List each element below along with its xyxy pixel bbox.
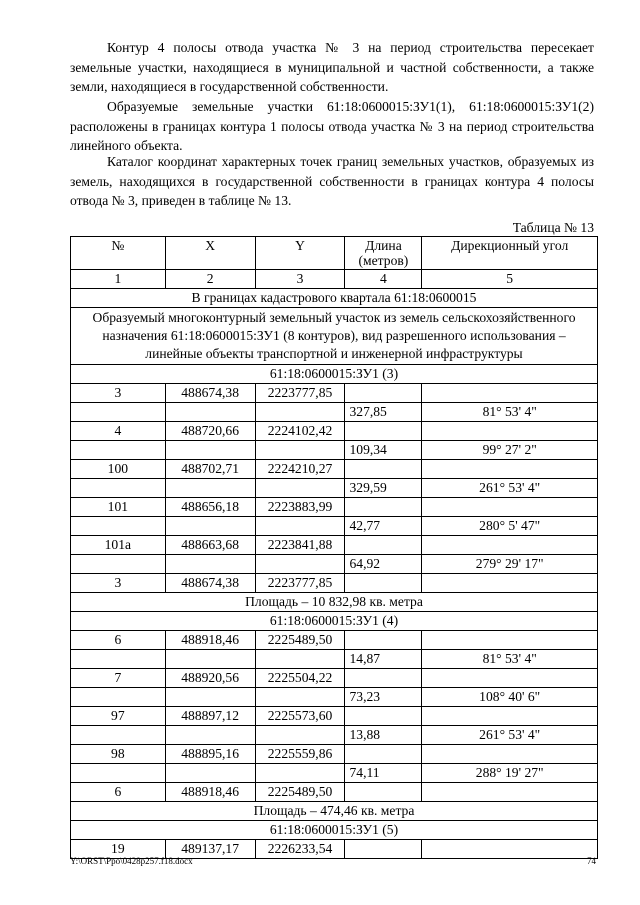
col-num: 1 xyxy=(71,270,166,289)
empty-cell xyxy=(345,707,422,726)
empty-cell xyxy=(71,441,166,460)
point-row xyxy=(71,384,598,403)
point-x: 488895,16 xyxy=(165,745,255,764)
empty-cell xyxy=(345,460,422,479)
empty-cell xyxy=(255,517,345,536)
point-row xyxy=(71,783,598,802)
point-x: 488918,46 xyxy=(165,783,255,802)
point-number: 100 xyxy=(71,460,166,479)
point-row xyxy=(71,422,598,441)
empty-cell xyxy=(345,840,422,859)
empty-cell xyxy=(165,688,255,707)
empty-cell xyxy=(345,631,422,650)
point-y: 2223841,88 xyxy=(255,536,345,555)
empty-cell xyxy=(255,650,345,669)
paragraph-2: Образуемые земельные участки 61:18:0600015:ЗУ1(1), 61:18:0600015:ЗУ1(2) расположены в границах контура 1 полосы отвода участка № 3 на период строительства линейного объекта. xyxy=(70,99,594,153)
empty-cell xyxy=(165,726,255,745)
empty-cell xyxy=(422,460,598,479)
empty-cell xyxy=(165,650,255,669)
header-row xyxy=(71,237,598,270)
header-x: X xyxy=(165,237,255,270)
point-row xyxy=(71,631,598,650)
empty-cell xyxy=(165,479,255,498)
paragraph-1: Контур 4 полосы отвода участка № 3 на период строительства пересекает земельные участки, находящиеся в муниципальной и частной собственности, а также земли, находящиеся в государственной собственности. xyxy=(70,40,594,94)
empty-cell xyxy=(71,688,166,707)
point-y: 2225504,22 xyxy=(255,669,345,688)
description-cell: Образуемый многоконтурный земельный участок из земель сельскохозяйственного назначения 61:18:0600015:ЗУ1 (8 контуров), вид разрешенного использования – линейные объекты транспортной и инженерной инфраструктуры xyxy=(71,308,598,365)
empty-cell xyxy=(71,650,166,669)
paragraph-3: Каталог координат характерных точек границ земельных участков, образуемых из земель, находящихся в государственной собственности в границах контура 4 полосы отвода № 3, приведен в таблице № 13. xyxy=(70,154,594,208)
empty-cell xyxy=(422,783,598,802)
segment-row xyxy=(71,726,598,745)
point-y: 2223883,99 xyxy=(255,498,345,517)
footer-page-number: 74 xyxy=(587,856,596,866)
header-length: Длина (метров) xyxy=(345,237,422,270)
point-number: 7 xyxy=(71,669,166,688)
empty-cell xyxy=(71,764,166,783)
empty-cell xyxy=(422,574,598,593)
point-row xyxy=(71,745,598,764)
point-x: 488702,71 xyxy=(165,460,255,479)
footer-file-path: Y:\ORST\Ppo\0428p257.f18.docx xyxy=(70,856,193,866)
segment-angle: 261° 53' 4" xyxy=(422,726,598,745)
point-x: 488920,56 xyxy=(165,669,255,688)
point-row xyxy=(71,574,598,593)
empty-cell xyxy=(71,517,166,536)
section-cell: Площадь – 474,46 кв. метра xyxy=(71,802,598,821)
point-row xyxy=(71,669,598,688)
point-x: 488720,66 xyxy=(165,422,255,441)
column-number-row xyxy=(71,270,598,289)
empty-cell xyxy=(71,555,166,574)
point-number: 6 xyxy=(71,783,166,802)
point-x: 488918,46 xyxy=(165,631,255,650)
section-row xyxy=(71,612,598,631)
segment-row xyxy=(71,764,598,783)
col-num: 3 xyxy=(255,270,345,289)
empty-cell xyxy=(345,536,422,555)
segment-row xyxy=(71,688,598,707)
coordinates-table xyxy=(70,236,598,859)
point-y: 2225559,86 xyxy=(255,745,345,764)
empty-cell xyxy=(255,403,345,422)
segment-angle: 108° 40' 6" xyxy=(422,688,598,707)
point-number: 6 xyxy=(71,631,166,650)
point-y: 2225573,60 xyxy=(255,707,345,726)
segment-angle: 81° 53' 4" xyxy=(422,650,598,669)
empty-cell xyxy=(422,669,598,688)
section-row xyxy=(71,802,598,821)
segment-length: 14,87 xyxy=(345,650,422,669)
point-row xyxy=(71,460,598,479)
point-y: 2225489,50 xyxy=(255,631,345,650)
segment-length: 109,34 xyxy=(345,441,422,460)
point-y: 2223777,85 xyxy=(255,384,345,403)
segment-row xyxy=(71,403,598,422)
empty-cell xyxy=(345,422,422,441)
segment-row xyxy=(71,555,598,574)
empty-cell xyxy=(345,384,422,403)
segment-row xyxy=(71,650,598,669)
empty-cell xyxy=(165,403,255,422)
empty-cell xyxy=(345,574,422,593)
point-x: 489137,17 xyxy=(165,840,255,859)
segment-angle: 81° 53' 4" xyxy=(422,403,598,422)
empty-cell xyxy=(422,536,598,555)
empty-cell xyxy=(165,441,255,460)
segment-row xyxy=(71,441,598,460)
point-x: 488663,68 xyxy=(165,536,255,555)
point-y: 2224102,42 xyxy=(255,422,345,441)
empty-cell xyxy=(422,745,598,764)
point-y: 2226233,54 xyxy=(255,840,345,859)
empty-cell xyxy=(255,555,345,574)
empty-cell xyxy=(255,441,345,460)
quarter-row xyxy=(71,289,598,308)
header-no: № xyxy=(71,237,166,270)
quarter-cell: В границах кадастрового квартала 61:18:0600015 xyxy=(71,289,598,308)
segment-length: 13,88 xyxy=(345,726,422,745)
section-row xyxy=(71,593,598,612)
empty-cell xyxy=(422,840,598,859)
section-cell: Площадь – 10 832,98 кв. метра xyxy=(71,593,598,612)
col-num: 5 xyxy=(422,270,598,289)
segment-length: 42,77 xyxy=(345,517,422,536)
point-number: 4 xyxy=(71,422,166,441)
empty-cell xyxy=(422,631,598,650)
segment-row xyxy=(71,479,598,498)
empty-cell xyxy=(165,555,255,574)
segment-length: 329,59 xyxy=(345,479,422,498)
section-cell: 61:18:0600015:ЗУ1 (3) xyxy=(71,365,598,384)
empty-cell xyxy=(71,726,166,745)
header-angle: Дирекционный угол xyxy=(422,237,598,270)
segment-length: 64,92 xyxy=(345,555,422,574)
empty-cell xyxy=(255,764,345,783)
point-number: 3 xyxy=(71,384,166,403)
point-row xyxy=(71,536,598,555)
empty-cell xyxy=(165,517,255,536)
point-x: 488897,12 xyxy=(165,707,255,726)
point-x: 488674,38 xyxy=(165,384,255,403)
segment-angle: 279° 29' 17" xyxy=(422,555,598,574)
point-x: 488674,38 xyxy=(165,574,255,593)
point-number: 101а xyxy=(71,536,166,555)
col-num: 2 xyxy=(165,270,255,289)
point-number: 19 xyxy=(71,840,166,859)
segment-angle: 261° 53' 4" xyxy=(422,479,598,498)
description-row xyxy=(71,308,598,365)
segment-angle: 99° 27' 2" xyxy=(422,441,598,460)
table-caption: Таблица № 13 xyxy=(512,220,594,235)
empty-cell xyxy=(345,669,422,688)
point-number: 101 xyxy=(71,498,166,517)
point-number: 97 xyxy=(71,707,166,726)
empty-cell xyxy=(255,726,345,745)
section-row xyxy=(71,821,598,840)
empty-cell xyxy=(422,707,598,726)
empty-cell xyxy=(422,384,598,403)
point-y: 2225489,50 xyxy=(255,783,345,802)
point-row xyxy=(71,707,598,726)
empty-cell xyxy=(345,745,422,764)
header-y: Y xyxy=(255,237,345,270)
point-y: 2223777,85 xyxy=(255,574,345,593)
empty-cell xyxy=(71,479,166,498)
segment-length: 73,23 xyxy=(345,688,422,707)
empty-cell xyxy=(255,479,345,498)
empty-cell xyxy=(71,403,166,422)
empty-cell xyxy=(422,422,598,441)
point-row xyxy=(71,498,598,517)
point-number: 3 xyxy=(71,574,166,593)
segment-angle: 288° 19' 27" xyxy=(422,764,598,783)
empty-cell xyxy=(345,498,422,517)
empty-cell xyxy=(422,498,598,517)
empty-cell xyxy=(345,783,422,802)
point-y: 2224210,27 xyxy=(255,460,345,479)
segment-row xyxy=(71,517,598,536)
point-x: 488656,18 xyxy=(165,498,255,517)
section-cell: 61:18:0600015:ЗУ1 (4) xyxy=(71,612,598,631)
point-number: 98 xyxy=(71,745,166,764)
empty-cell xyxy=(165,764,255,783)
segment-length: 74,11 xyxy=(345,764,422,783)
segment-angle: 280° 5' 47" xyxy=(422,517,598,536)
segment-length: 327,85 xyxy=(345,403,422,422)
empty-cell xyxy=(255,688,345,707)
col-num: 4 xyxy=(345,270,422,289)
section-cell: 61:18:0600015:ЗУ1 (5) xyxy=(71,821,598,840)
section-row xyxy=(71,365,598,384)
